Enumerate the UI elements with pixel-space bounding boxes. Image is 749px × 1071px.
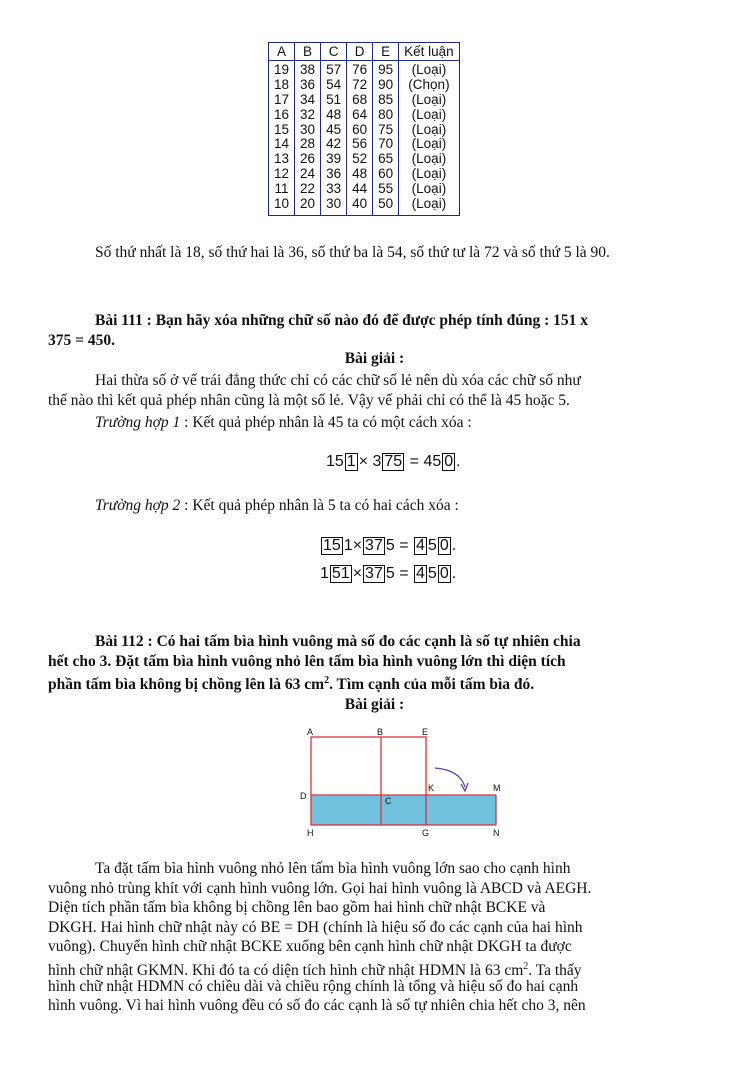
- bai111-solution-heading: Bài giải :: [344, 350, 405, 367]
- equation-2: [320, 537, 456, 555]
- label-g: G: [422, 828, 430, 838]
- eq3-part: 5: [427, 565, 437, 582]
- label-h: H: [307, 828, 314, 838]
- eq3-boxed-digit: 37: [365, 565, 383, 582]
- table-cell: 14: [274, 136, 290, 152]
- eq1-part: 3: [372, 453, 382, 470]
- eq3-part: 5: [385, 565, 395, 582]
- table-cell: 75: [378, 121, 394, 137]
- conclusion-cell: (Chọn): [408, 76, 450, 92]
- eq2-part: 5: [427, 537, 437, 554]
- table-cell: 30: [326, 196, 342, 212]
- equation-3: [320, 565, 456, 583]
- table-cell: 65: [378, 151, 394, 167]
- conclusion-cell: (Loại): [411, 196, 447, 212]
- table-cell: 26: [300, 151, 316, 167]
- solution-line-1: Ta đặt tấm bìa hình vuông nhỏ lên tấm bìa hình vuông lớn sao cho cạnh hình: [95, 860, 571, 877]
- case2-label: Trường hợp 2: [95, 497, 181, 514]
- table-cell: 90: [378, 76, 394, 92]
- table-cell: 39: [326, 151, 342, 167]
- bai112-title-line3: [48, 671, 706, 694]
- bai111-title: [48, 311, 706, 350]
- eq1-boxed-digit: 1: [346, 453, 356, 470]
- table-cell: 22: [300, 181, 316, 197]
- eq3-boxed-digit: 0: [439, 565, 449, 582]
- conclusion-cell: (Loại): [411, 151, 447, 167]
- eq2-boxed-digit: 37: [365, 537, 383, 554]
- bai111-text: [48, 371, 706, 410]
- table-cell: 55: [378, 181, 394, 197]
- solution-line-4: DKGH. Hai hình chữ nhật này có BE = DH (chính là hiệu số đo các cạnh của hai hình: [48, 918, 583, 936]
- header-b: B: [295, 43, 321, 61]
- table-cell: 20: [300, 196, 316, 212]
- table-cell: 32: [300, 106, 316, 122]
- eq2-part: 5: [385, 537, 395, 554]
- header-d: D: [347, 43, 373, 61]
- table-cell: 50: [378, 196, 394, 212]
- bai111-title-line2: 375 = 450.: [48, 331, 115, 349]
- table-cell: 36: [300, 76, 316, 92]
- table-cell: 80: [378, 106, 394, 122]
- table-cell: 95: [378, 62, 394, 77]
- column-a: [269, 61, 295, 216]
- eq1-part: 45: [423, 453, 442, 470]
- table-cell: 60: [378, 166, 394, 182]
- solution-line-3: Diện tích phần tấm bìa không bị chồng lên bao gồm hai hình chữ nhật BCKE và: [48, 899, 546, 917]
- case2-text: : Kết quả phép nhân là 5 ta có hai cách xóa :: [180, 497, 459, 514]
- table-cell: 68: [352, 91, 368, 107]
- table-cell: 48: [352, 166, 368, 182]
- table-cell: 17: [274, 91, 290, 107]
- bai111-text-line1: Hai thừa số ở vế trái đẳng thức chỉ có các chữ số lẻ nên dù xóa các chữ số như: [95, 372, 581, 389]
- bai112-title-line2: hết cho 3. Đặt tấm bìa hình vuông nhỏ lên tấm bìa hình vuông lớn thì diện tích: [48, 652, 566, 670]
- eq2-boxed-digit: 0: [439, 537, 449, 554]
- eq2-boxed-digit: 15: [323, 537, 341, 554]
- table-cell: 15: [274, 121, 290, 137]
- eq1-equals: =: [409, 453, 419, 470]
- column-d: [347, 61, 373, 216]
- conclusion-cell: (Loại): [411, 91, 447, 107]
- result-table: [268, 42, 460, 216]
- table-cell: 36: [326, 166, 342, 182]
- table-cell: 11: [274, 181, 289, 197]
- eq2-part: 1×: [343, 537, 363, 554]
- table-cell: 18: [274, 76, 290, 92]
- conclusion-text: Số thứ nhất là 18, số thứ hai là 36, số thứ ba là 54, số thứ tư là 72 và số thứ 5 là 90.: [95, 244, 610, 261]
- header-conclusion: Kết luận: [399, 43, 460, 61]
- eq3-part: 1: [320, 565, 329, 582]
- solution-line-6: [48, 957, 706, 980]
- bai111-text-line2: thế nào thì kết quả phép nhân cũng là một số lẻ. Vậy vế phải chỉ có thể là 45 hoặc 5.: [48, 391, 570, 409]
- solution-line-8: hình vuông. Vì hai hình vuông đều có số đo các cạnh là số tự nhiên chia hết cho 3, nên: [48, 997, 586, 1015]
- eq1-boxed-digit: 75: [384, 453, 403, 470]
- bai112-solution-heading: Bài giải :: [344, 696, 405, 713]
- table-cell: 76: [352, 62, 368, 77]
- eq1-boxed-digit: 0: [444, 453, 454, 470]
- table-cell: 51: [326, 91, 342, 107]
- conclusion-cell: (Loại): [411, 136, 447, 152]
- column-conclusion: [399, 61, 460, 216]
- label-b: B: [377, 727, 384, 737]
- header-e: E: [373, 43, 399, 61]
- label-n: N: [493, 828, 500, 838]
- bai112-solution-text: [48, 859, 706, 1016]
- eq2-boxed-digit: 4: [416, 537, 425, 554]
- table-cell: 60: [352, 121, 368, 137]
- bai112-title: [48, 632, 706, 694]
- table-cell: 19: [274, 62, 290, 77]
- case1-text: : Kết quả phép nhân là 45 ta có một cách xóa :: [180, 414, 472, 431]
- eq2-period: .: [451, 537, 457, 554]
- table-cell: 72: [352, 76, 368, 92]
- title-line3-end: . Tìm cạnh của mỗi tấm bìa đó.: [329, 676, 535, 694]
- label-e: E: [422, 727, 429, 737]
- table-cell: 42: [326, 136, 342, 152]
- column-e: [373, 61, 399, 216]
- eq3-boxed-digit: 4: [416, 565, 425, 582]
- bai112-title-line1: Bài 112 : Có hai tấm bìa hình vuông mà số đo các cạnh là số tự nhiên chia: [95, 633, 581, 650]
- eq1-period: .: [456, 453, 461, 470]
- equation-1: [326, 453, 461, 471]
- table-cell: 33: [326, 181, 342, 197]
- table-cell: 13: [274, 151, 290, 167]
- label-m: M: [493, 783, 501, 793]
- table-cell: 56: [352, 136, 368, 152]
- solution-line-5: vuông). Chuyển hình chữ nhật BCKE xuống bên cạnh hình chữ nhật DKGH ta được: [48, 938, 572, 956]
- title-line3-sup: 2: [324, 675, 330, 687]
- title-line3-text: phần tấm bìa không bị chồng lên là 63 cm: [48, 676, 325, 694]
- column-b: [295, 61, 321, 216]
- table-cell: 64: [352, 106, 368, 122]
- case1-label: Trường hợp 1: [95, 414, 181, 431]
- table-cell: 70: [378, 136, 394, 152]
- eq3-times: ×: [352, 565, 363, 582]
- table-cell: 44: [352, 181, 368, 197]
- table-cell: 38: [300, 62, 316, 77]
- table-cell: 57: [326, 62, 342, 77]
- conclusion-cell: (Loại): [411, 166, 447, 182]
- solution-line-2: vuông nhỏ trùng khít với cạnh hình vuông lớn. Gọi hai hình vuông là ABCD và AEGH.: [48, 879, 592, 897]
- table-cell: 45: [326, 121, 342, 137]
- overlap-region-fill: [311, 795, 496, 825]
- label-k: K: [428, 783, 435, 793]
- column-c: [321, 61, 347, 216]
- bai111-case1: [95, 413, 749, 433]
- label-c: C: [385, 796, 392, 806]
- squares-diagram: [295, 725, 510, 840]
- table-header-row: [269, 43, 460, 61]
- table-cell: 40: [352, 196, 368, 212]
- eq3-boxed-digit: 51: [331, 565, 350, 582]
- table-cell: 34: [300, 91, 316, 107]
- table-cell: 28: [300, 136, 316, 152]
- table-cell: 30: [300, 121, 316, 137]
- move-arrow: [435, 768, 465, 787]
- line6-text: hình chữ nhật GKMN. Khi đó ta có diện tích hình chữ nhật HDMN là 63 cm: [48, 962, 524, 980]
- eq1-part: 15: [326, 453, 344, 470]
- table-cell: 48: [326, 106, 342, 122]
- eq1-times: ×: [358, 453, 369, 470]
- bai111-case2: [95, 496, 749, 516]
- table-cell: 16: [274, 106, 290, 122]
- solution-line-7: hình chữ nhật HDMN có chiều dài và chiều rộng chính là tổng và hiệu số đo hai cạnh: [48, 977, 579, 995]
- table-body: [269, 61, 460, 216]
- eq3-period: .: [451, 565, 457, 582]
- line6-end: . Ta thấy: [528, 962, 582, 980]
- conclusion-cell: (Loại): [411, 181, 447, 197]
- eq2-equals: =: [399, 537, 409, 554]
- line6-sup: 2: [523, 960, 529, 972]
- eq3-equals: =: [399, 565, 409, 582]
- table-cell: 24: [300, 166, 316, 182]
- table-cell: 10: [274, 196, 290, 212]
- bai111-title-line1: Bài 111 : Bạn hãy xóa những chữ số nào đó để được phép tính đúng : 151 x: [95, 312, 589, 329]
- table-cell: 52: [352, 151, 368, 167]
- conclusion-cell: (Loại): [411, 106, 447, 122]
- label-d: D: [300, 791, 307, 801]
- label-a: A: [307, 727, 314, 737]
- header-a: A: [269, 43, 295, 61]
- header-c: C: [321, 43, 347, 61]
- conclusion-cell: (Loại): [411, 62, 447, 77]
- conclusion-cell: (Loại): [411, 121, 447, 137]
- table-cell: 54: [326, 76, 342, 92]
- table-cell: 85: [378, 91, 394, 107]
- table-cell: 12: [274, 166, 290, 182]
